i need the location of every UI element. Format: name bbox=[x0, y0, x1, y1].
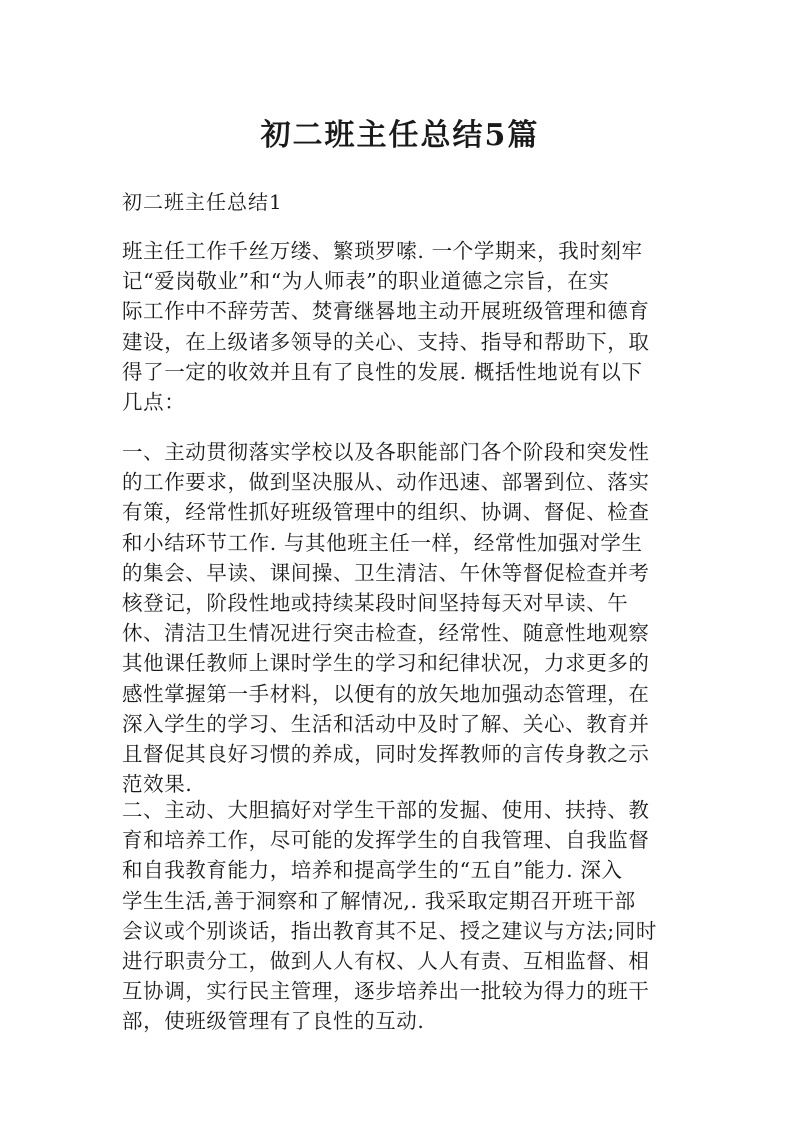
text-line: 进行职责分工，做到人人有权、人人有责、互相监督、相 bbox=[122, 949, 650, 974]
text-line: 有策，经常性抓好班级管理中的组织、协调、督促、检查 bbox=[122, 500, 650, 525]
text-line: 一、主动贯彻落实学校以及各职能部门各个阶段和突发性 bbox=[122, 440, 650, 464]
text-line: 际工作中不辞劳苦、焚膏继晷地主动开展班级管理和德育 bbox=[122, 299, 650, 324]
text-line: 且督促其良好习惯的养成，同时发挥教师的言传身教之示 bbox=[122, 742, 650, 767]
text-line: 育和培养工作，尽可能的发挥学生的自我管理、自我监督 bbox=[122, 828, 650, 853]
text-line: 部，使班级管理有了良性的互动. bbox=[122, 1009, 425, 1034]
text-line: 班主任工作千丝万缕、繁琐罗嗦. 一个学期来，我时刻牢 bbox=[122, 239, 643, 263]
text-line: 互协调，实行民主管理，逐步培养出一批较为得力的班干 bbox=[122, 979, 650, 1004]
paragraph-point-one bbox=[122, 437, 670, 799]
document-title: 初二班主任总结5篇 bbox=[260, 118, 540, 153]
paragraph-intro bbox=[122, 236, 670, 417]
text-line: 二、主动、大胆搞好对学生干部的发掘、使用、扶持、教 bbox=[122, 798, 650, 822]
paragraph-point-two bbox=[122, 795, 670, 1037]
text-line: 深入学生的学习、生活和活动中及时了解、关心、教育并 bbox=[122, 711, 650, 736]
section-subtitle: 初二班主任总结1 bbox=[122, 190, 283, 214]
text-line: 记“爱岗敬业”和“为人师表”的职业道德之宗旨，在实 bbox=[122, 269, 610, 294]
text-line: 和自我教育能力，培养和提高学生的“五自”能力. 深入 bbox=[122, 858, 623, 883]
text-line: 的工作要求，做到坚决服从、动作迅速、部署到位、落实 bbox=[122, 470, 650, 495]
text-line: 核登记，阶段性地或持续某段时间坚持每天对早读、午 bbox=[122, 591, 629, 616]
text-line: 几点： bbox=[122, 390, 186, 415]
text-line: 其他课任教师上课时学生的学习和纪律状况，力求更多的 bbox=[122, 651, 650, 676]
text-line: 的集会、早读、课间操、卫生清洁、午休等督促检查并考 bbox=[122, 560, 650, 585]
text-line: 范效果. bbox=[122, 772, 193, 797]
text-line: 会议或个别谈话，指出教育其不足、授之建议与方法;同时 bbox=[122, 918, 658, 943]
text-line: 休、清洁卫生情况进行突击检查，经常性、随意性地观察 bbox=[122, 621, 650, 646]
text-line: 学生生活,善于洞察和了解情况,. 我采取定期召开班干部 bbox=[122, 888, 636, 913]
text-line: 建设，在上级诸多领导的关心、支持、指导和帮助下，取 bbox=[122, 329, 650, 354]
text-line: 感性掌握第一手材料，以便有的放矢地加强动态管理，在 bbox=[122, 681, 650, 706]
text-line: 和小结环节工作. 与其他班主任一样，经常性加强对学生 bbox=[122, 530, 643, 555]
text-line: 得了一定的收效并且有了良性的发展. 概括性地说有以下 bbox=[122, 359, 643, 384]
